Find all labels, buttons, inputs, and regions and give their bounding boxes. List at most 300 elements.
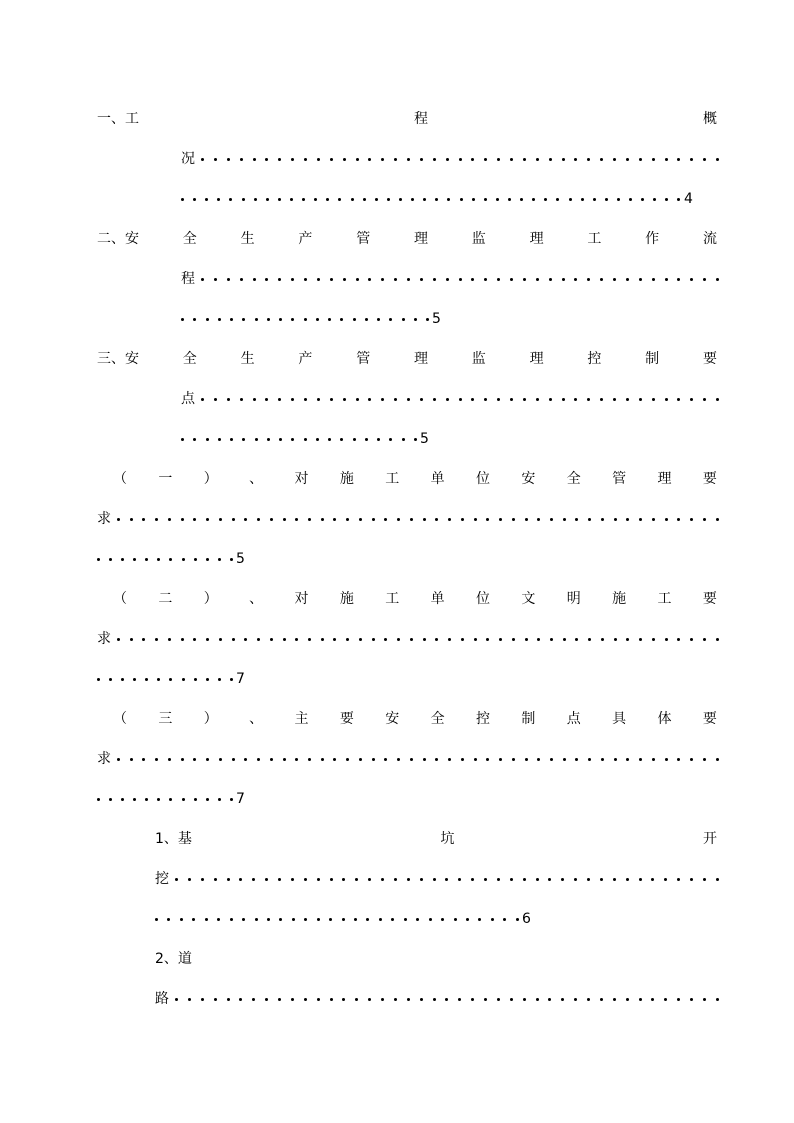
leader-dot [145, 678, 148, 681]
leader-dot [387, 198, 390, 201]
leader-dot [340, 318, 343, 321]
leader-dot [257, 758, 260, 761]
heading-char: ） [203, 591, 218, 607]
leader-dot [394, 398, 397, 401]
leader-dot [397, 518, 400, 521]
dot-leader [201, 278, 719, 281]
leader-dot [716, 278, 719, 281]
leader-dot [240, 278, 243, 281]
leader-dot [605, 198, 608, 201]
leader-dot [188, 878, 191, 881]
leader-dot [407, 878, 410, 881]
leader-dot [218, 558, 221, 561]
leader-dot [420, 878, 423, 881]
leader-dot [133, 558, 136, 561]
leader-dot [270, 518, 273, 521]
heading-char: 对 [294, 591, 309, 607]
toc-sub-3-heading[interactable] [113, 709, 717, 729]
leader-dot [574, 398, 577, 401]
leader-dot [255, 318, 258, 321]
leader-dot [461, 518, 464, 521]
leader-dot [435, 518, 438, 521]
leader-dot [690, 758, 693, 761]
leader-dot [181, 438, 184, 441]
leader-dot [536, 278, 539, 281]
heading-char: 三 [158, 711, 173, 727]
leader-dot [193, 318, 196, 321]
toc-subsub-1-tail: 挖 [155, 871, 169, 887]
leader-dot [484, 878, 487, 881]
leader-dot [562, 398, 565, 401]
leader-dot [601, 518, 604, 521]
leader-dot [353, 318, 356, 321]
leader-dot [384, 758, 387, 761]
leader-dot [394, 998, 397, 1001]
leader-dot [639, 278, 642, 281]
heading-char: 理 [529, 231, 544, 247]
leader-dot [525, 518, 528, 521]
leader-dot [548, 878, 551, 881]
leader-dot [295, 758, 298, 761]
heading-char: 理 [413, 351, 428, 367]
toc-item-1-page-row [181, 189, 693, 209]
leader-dot [377, 318, 380, 321]
toc-sub-1-tail-row [97, 509, 719, 529]
heading-char: 具 [612, 711, 627, 727]
leader-dot [512, 518, 515, 521]
heading-char: 监 [471, 351, 486, 367]
leader-dot [242, 438, 245, 441]
leader-dot [330, 878, 333, 881]
heading-char: 理 [529, 351, 544, 367]
dot-leader [175, 998, 719, 1001]
leader-dot [613, 878, 616, 881]
leader-dot [690, 158, 693, 161]
leader-dot [193, 518, 196, 521]
heading-char: （ [113, 711, 127, 727]
leader-dot [218, 318, 221, 321]
leader-dot [230, 438, 233, 441]
leader-dot [548, 998, 551, 1001]
leader-dot [549, 398, 552, 401]
leader-dot [109, 798, 112, 801]
leader-dot [690, 518, 693, 521]
heading-char: 制 [645, 351, 660, 367]
leader-dot [157, 798, 160, 801]
leader-dot [359, 638, 362, 641]
leader-dot [182, 678, 185, 681]
leader-dot [537, 758, 540, 761]
toc-item-1-page: 4 [684, 191, 693, 207]
leader-dot [716, 878, 719, 881]
leader-dot [343, 278, 346, 281]
heading-char: 一 [158, 471, 173, 487]
heading-char: 监 [471, 231, 486, 247]
toc-subsub-1-heading[interactable] [155, 829, 717, 849]
leader-dot [581, 198, 584, 201]
leader-dot [537, 518, 540, 521]
leader-dot [510, 878, 513, 881]
leader-dot [338, 198, 341, 201]
leader-dot [416, 918, 419, 921]
leader-dot [304, 998, 307, 1001]
leader-dot [461, 638, 464, 641]
leader-dot [254, 198, 257, 201]
leader-dot [214, 278, 217, 281]
heading-char: 施 [612, 591, 627, 607]
heading-char: （ [113, 471, 127, 487]
leader-dot [193, 198, 196, 201]
leader-dot [614, 518, 617, 521]
leader-dot [217, 918, 220, 921]
leader-dot [600, 158, 603, 161]
leader-dot [230, 798, 233, 801]
leader-dot [614, 758, 617, 761]
leader-dot [117, 758, 120, 761]
leader-dot [600, 398, 603, 401]
leader-dot [239, 878, 242, 881]
leader-dot [716, 758, 719, 761]
leader-dot [206, 318, 209, 321]
leader-dot [346, 758, 349, 761]
leader-dot [484, 158, 487, 161]
leader-dot [593, 198, 596, 201]
leader-dot [142, 638, 145, 641]
leader-dot [420, 398, 423, 401]
leader-dot [471, 998, 474, 1001]
leader-dot [308, 518, 311, 521]
leader-dot [587, 278, 590, 281]
leader-dot [433, 878, 436, 881]
leader-dot [652, 278, 655, 281]
leader-dot [304, 878, 307, 881]
leader-dot [510, 998, 513, 1001]
leader-dot [278, 878, 281, 881]
leader-dot [410, 638, 413, 641]
leader-dot [665, 198, 668, 201]
leader-dot [117, 638, 120, 641]
leader-dot [253, 398, 256, 401]
heading-char: 点 [566, 711, 581, 727]
leader-dot [414, 438, 417, 441]
leader-dot [703, 158, 706, 161]
leader-dot [267, 318, 270, 321]
leader-dot [665, 758, 668, 761]
leader-dot [267, 918, 270, 921]
leader-dot [304, 918, 307, 921]
leader-dot [433, 398, 436, 401]
leader-dot [265, 398, 268, 401]
leader-dot [304, 158, 307, 161]
leader-dot [525, 638, 528, 641]
leader-dot [407, 278, 410, 281]
leader-dot [399, 198, 402, 201]
leader-dot [384, 518, 387, 521]
leader-dot [626, 638, 629, 641]
toc-item-2-tail: 程 [181, 271, 195, 287]
leader-dot [703, 758, 706, 761]
leader-dot [340, 438, 343, 441]
leader-dot [368, 998, 371, 1001]
leader-dot [613, 398, 616, 401]
leader-dot [232, 758, 235, 761]
leader-dot [433, 998, 436, 1001]
leader-dot [381, 998, 384, 1001]
leader-dot [278, 278, 281, 281]
dot-leader [117, 638, 719, 641]
leader-dot [510, 158, 513, 161]
toc-item-3-tail: 点 [181, 391, 195, 407]
leader-dot [206, 678, 209, 681]
leader-dot [201, 278, 204, 281]
leader-dot [499, 638, 502, 641]
dot-leader [175, 878, 719, 881]
leader-dot [321, 638, 324, 641]
leader-dot [365, 318, 368, 321]
leader-dot [121, 798, 124, 801]
leader-dot [175, 998, 178, 1001]
leader-dot [317, 878, 320, 881]
leader-dot [265, 998, 268, 1001]
toc-item-3-heading[interactable] [97, 349, 717, 369]
leader-dot [626, 998, 629, 1001]
leader-dot [626, 278, 629, 281]
heading-char: 体 [657, 711, 672, 727]
heading-char: 控 [476, 711, 490, 727]
leader-dot [435, 198, 438, 201]
leader-dot [601, 638, 604, 641]
leader-dot [201, 878, 204, 881]
leader-dot [218, 438, 221, 441]
leader-dot [561, 998, 564, 1001]
toc-item-1-heading[interactable] [97, 109, 717, 129]
leader-dot [257, 638, 260, 641]
leader-dot [561, 878, 564, 881]
leader-dot [283, 758, 286, 761]
leader-dot [192, 918, 195, 921]
heading-char: 位 [476, 591, 490, 607]
leader-dot [716, 158, 719, 161]
leader-dot [433, 158, 436, 161]
leader-dot [330, 278, 333, 281]
heading-char: 主 [294, 711, 309, 727]
leader-dot [588, 758, 591, 761]
heading-char: 施 [339, 471, 354, 487]
leader-dot [626, 878, 629, 881]
leader-dot [588, 638, 591, 641]
leader-dot [354, 918, 357, 921]
leader-dot [193, 438, 196, 441]
leader-dot [304, 398, 307, 401]
leader-dot [279, 918, 282, 921]
leader-dot [290, 198, 293, 201]
leader-dot [304, 318, 307, 321]
toc-item-2-heading[interactable] [97, 229, 717, 249]
leader-dot [227, 398, 230, 401]
leader-dot [459, 278, 462, 281]
leader-dot [266, 198, 269, 201]
leader-dot [448, 758, 451, 761]
leader-dot [629, 198, 632, 201]
leader-dot [520, 198, 523, 201]
leader-dot [283, 638, 286, 641]
leader-dot [291, 278, 294, 281]
heading-char: 工 [385, 471, 400, 487]
leader-dot [346, 638, 349, 641]
leader-dot [194, 558, 197, 561]
heading-char: 全 [182, 231, 197, 247]
leader-dot [359, 758, 362, 761]
leader-dot [394, 278, 397, 281]
leader-dot [532, 198, 535, 201]
leader-dot [716, 518, 719, 521]
leader-dot [346, 518, 349, 521]
leader-dot [130, 518, 133, 521]
leader-dot [550, 758, 553, 761]
leader-dot [230, 678, 233, 681]
leader-dot [536, 998, 539, 1001]
leader-dot [157, 558, 160, 561]
leader-dot [218, 678, 221, 681]
leader-dot [614, 638, 617, 641]
toc-sub-1-tail: 求 [97, 511, 111, 527]
heading-char: 全 [182, 351, 197, 367]
leader-dot [265, 158, 268, 161]
leader-dot [569, 198, 572, 201]
toc-sub-1-heading[interactable] [113, 469, 717, 489]
leader-dot [97, 558, 100, 561]
toc-subsub-1-page-row [155, 909, 531, 929]
leader-dot [407, 158, 410, 161]
leader-dot [242, 318, 245, 321]
heading-char: 管 [356, 351, 371, 367]
heading-char: 三、安 [97, 351, 139, 367]
leader-dot [665, 638, 668, 641]
leader-dot [252, 878, 255, 881]
toc-item-3-page: 5 [420, 431, 429, 447]
leader-dot [381, 158, 384, 161]
leader-dot [377, 438, 380, 441]
leader-dot [314, 198, 317, 201]
heading-char: 产 [298, 351, 313, 367]
toc-item-1-end: 概 [703, 111, 717, 127]
heading-char: 二 [158, 591, 173, 607]
leader-dot [291, 318, 294, 321]
leader-dot [690, 398, 693, 401]
heading-char: 工 [385, 591, 400, 607]
leader-dot [536, 158, 539, 161]
leader-dot [206, 638, 209, 641]
leader-dot [283, 518, 286, 521]
leader-dot [562, 158, 565, 161]
leader-dot [639, 998, 642, 1001]
toc-sub-3-tail: 求 [97, 751, 111, 767]
leader-dot [291, 998, 294, 1001]
leader-dot [536, 878, 539, 881]
dot-leader [97, 558, 233, 561]
leader-dot [168, 638, 171, 641]
leader-dot [471, 158, 474, 161]
leader-dot [355, 878, 358, 881]
leader-dot [201, 398, 204, 401]
leader-dot [381, 278, 384, 281]
leader-dot [168, 518, 171, 521]
leader-dot [295, 518, 298, 521]
toc-item-2-tail-row [181, 269, 719, 289]
leader-dot [214, 998, 217, 1001]
leader-dot [270, 758, 273, 761]
leader-dot [563, 638, 566, 641]
leader-dot [690, 278, 693, 281]
toc-subsub-1-tail-row [155, 869, 719, 889]
toc-subsub-2-tail: 路 [155, 991, 169, 1007]
leader-dot [278, 998, 281, 1001]
leader-dot [499, 518, 502, 521]
heading-char: ） [203, 471, 218, 487]
leader-dot [550, 638, 553, 641]
leader-dot [316, 318, 319, 321]
leader-dot [423, 758, 426, 761]
leader-dot [206, 798, 209, 801]
leader-dot [486, 758, 489, 761]
leader-dot [291, 878, 294, 881]
leader-dot [265, 878, 268, 881]
heading-char: 生 [240, 351, 255, 367]
leader-dot [411, 198, 414, 201]
leader-dot [677, 758, 680, 761]
leader-dot [497, 998, 500, 1001]
leader-dot [587, 158, 590, 161]
heading-char: 理 [413, 231, 428, 247]
leader-dot [474, 638, 477, 641]
toc-subsub-2-heading[interactable] [155, 949, 192, 969]
leader-dot [664, 998, 667, 1001]
leader-dot [420, 998, 423, 1001]
leader-dot [201, 998, 204, 1001]
leader-dot [600, 998, 603, 1001]
leader-dot [244, 758, 247, 761]
leader-dot [365, 438, 368, 441]
leader-dot [441, 918, 444, 921]
leader-dot [206, 758, 209, 761]
leader-dot [214, 158, 217, 161]
heading-char: 施 [339, 591, 354, 607]
heading-char: 、 [249, 711, 264, 727]
leader-dot [372, 758, 375, 761]
leader-dot [257, 518, 260, 521]
leader-dot [677, 998, 680, 1001]
leader-dot [600, 278, 603, 281]
toc-item-3-tail-row [181, 389, 719, 409]
leader-dot [169, 798, 172, 801]
leader-dot [291, 398, 294, 401]
heading-char: 要 [702, 471, 717, 487]
leader-dot [407, 398, 410, 401]
heading-char: 管 [612, 471, 627, 487]
dot-leader [155, 918, 519, 921]
leader-dot [142, 758, 145, 761]
leader-dot [703, 878, 706, 881]
leader-dot [217, 198, 220, 201]
leader-dot [155, 918, 158, 921]
leader-dot [510, 398, 513, 401]
toc-sub-1-page-row [97, 549, 245, 569]
leader-dot [240, 158, 243, 161]
toc-sub-2-heading[interactable] [113, 589, 717, 609]
leader-dot [588, 518, 591, 521]
leader-dot [497, 278, 500, 281]
leader-dot [472, 198, 475, 201]
